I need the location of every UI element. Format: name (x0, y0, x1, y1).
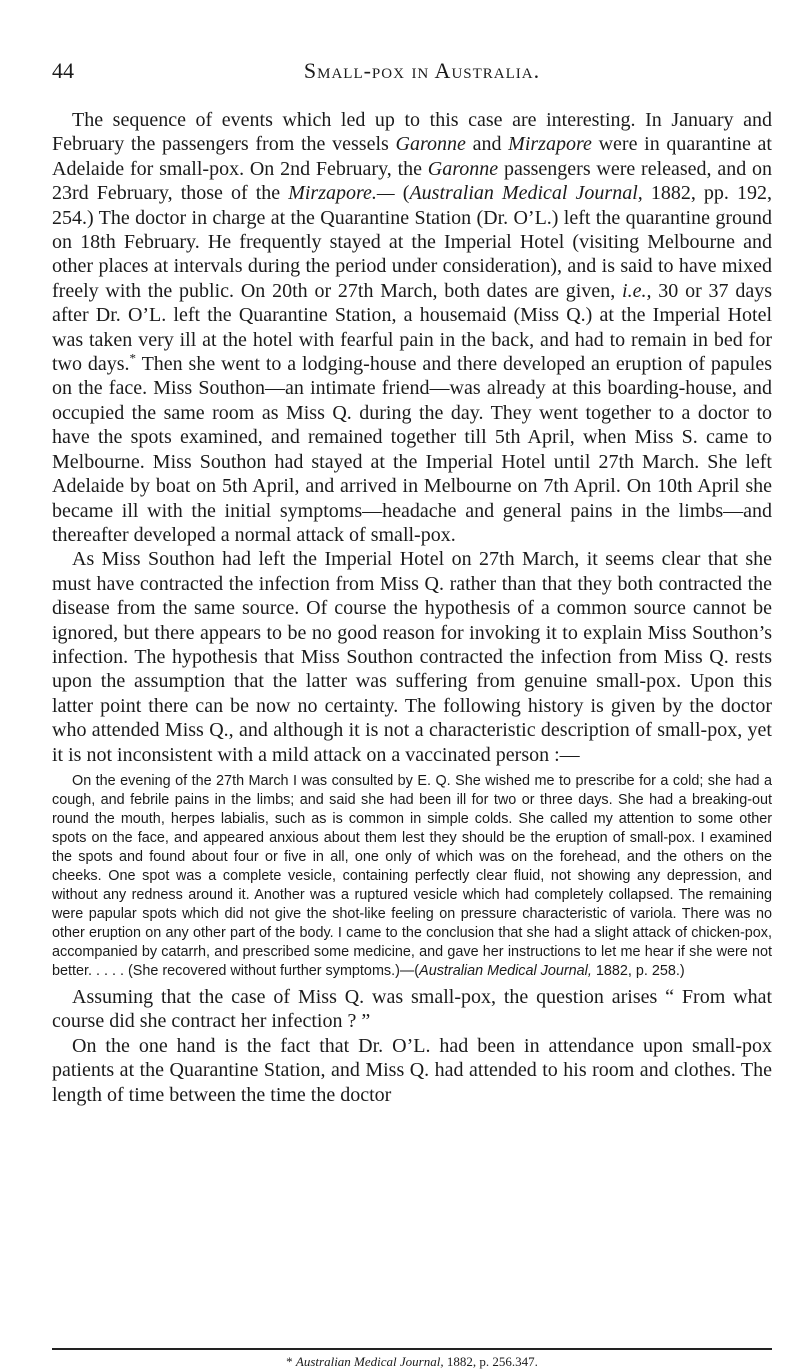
paragraph (52, 985, 772, 1034)
italic-text: Mirzapore (508, 133, 592, 156)
footnote-reference: * (129, 350, 137, 366)
italic-text: i.e., (622, 279, 652, 302)
text-segment: and (465, 133, 509, 156)
text-segment: were in quarantine at Adelaide for small-pox. On 2nd February, the (52, 133, 772, 180)
footnote-rule (52, 1348, 772, 1350)
italic-text: Garonne (395, 133, 466, 156)
running-title: Small-pox in Australia. (303, 58, 541, 83)
italic-text: Australian Medical Journal, (419, 962, 592, 979)
page-header (52, 58, 772, 86)
paragraph (52, 108, 772, 547)
text-segment: 1882, p. 258.) (591, 962, 685, 979)
italic-text: Australian Medical Journal, (409, 182, 643, 205)
text-segment: ( (394, 182, 410, 205)
text-segment: Assuming that the case of Miss Q. was small-pox, the question arises “ From what course did she contract her infection ? ” (52, 985, 772, 1033)
text-segment: 1882, pp. 192, 254.) The doctor in charge at the Quarantine Station (Dr. O’L.) left the quarantine ground on 18th February. He frequently stayed at the Imperial Hotel (visiting Melbourne and other places at intervals during the period under consideration), and is said to have mixed freely with the public. On 20th or 27th March, both dates are given, (52, 182, 772, 302)
text-segment: Then she went to a lodging-house and there developed an eruption of papules on the face. Miss Southon—an intimate friend—was already at this boarding-house, and occupied the same room as Miss Q. during the day. They went together to a doctor to have the spots examined, and remained together till 5th April, when Miss S. came to Melbourne. Miss Southon had stayed at the Imperial Hotel until 27th March. She left Adelaide by boat on 5th April, and arrived in Melbourne on 7th April. On 10th April she became ill with the initial symptoms—headache and general pains in the limbs—and thereafter developed a normal attack of small-pox. (52, 353, 772, 546)
text-segment: The sequence of events which led up to this case are interesting. In January and February the passengers from the vessels (52, 109, 772, 156)
quoted-history (52, 772, 772, 981)
text-segment: passengers were released, and on 23rd February, those of the (52, 157, 772, 205)
page-number: 44 (52, 58, 74, 83)
paragraph (52, 547, 772, 767)
text-segment: As Miss Southon had left the Imperial Hotel on 27th March, it seems clear that she must have contracted the infection from Miss Q. rather than that they both contracted the disease from the same source. Of course the hypothesis of a common source cannot be ignored, but there appears to be no good reason for invoking it to explain Miss Southon’s infection. The hypothesis that Miss Southon contracted the infection from Miss Q. rests upon the assumption that the latter was suffering from genuine small-pox. Upon this latter point there can be now no certainty. The following history is given by the doctor who attended Miss Q., and although it is not a characteristic description of small-pox, yet it is not inconsistent with a mild attack on a vaccinated person :— (52, 548, 772, 766)
footnote (52, 1354, 772, 1370)
text-segment: On the one hand is the fact that Dr. O’L. had been in attendance upon small-pox patients at the Quarantine Station, and Miss Q. had attended to his room and clothes. The length of time between the time the doctor (52, 1034, 772, 1106)
text-segment: On the evening of the 27th March I was consulted by E. Q. She wished me to prescribe for a cold; she had a cough, and febrile pains in the limbs; and said she had been ill for two or three days. She had a breaking-out round the mouth, herpes labialis, such as is common in simple colds. She called my attention to some other spots on the face, and appeared anxious about them lest they should be the eruption of small-pox. I examined the spots and found about four or five in all, one only of which was on the forehead, and the others on the cheeks. One spot was a complete vesicle, containing perfectly clear fluid, not showing any depression, and without any redness around it. Another was a ruptured vesicle which had completely collapsed. The remaining were papular spots which did not give the shot-like feeling on pressure characteristic of variola. There was no other eruption on any other part of the body. I came to the conclusion that she had a slight attack of chicken-pox, accompanied by catarrh, and prescribed some medicine, and gave her instructions to let me hear if she were not better. . . . . (She recovered without further symptoms.)—( (52, 772, 772, 979)
body-text (52, 108, 772, 1107)
paragraph (52, 1034, 772, 1107)
footnote-details: 1882, p. 256.347. (443, 1354, 538, 1369)
italic-text: Mirzapore.— (288, 182, 395, 205)
italic-text: Garonne (427, 157, 499, 180)
footnote-journal: Australian Medical Journal, (295, 1354, 444, 1369)
footnote-marker: * (286, 1354, 293, 1369)
text-segment: 30 or 37 days after Dr. O’L. left the Quarantine Station, a housemaid (Miss Q.) at the Imperial Hotel was taken very ill at the hotel with fearful pain in the back, and had to remain in bed for two days. (52, 279, 772, 376)
